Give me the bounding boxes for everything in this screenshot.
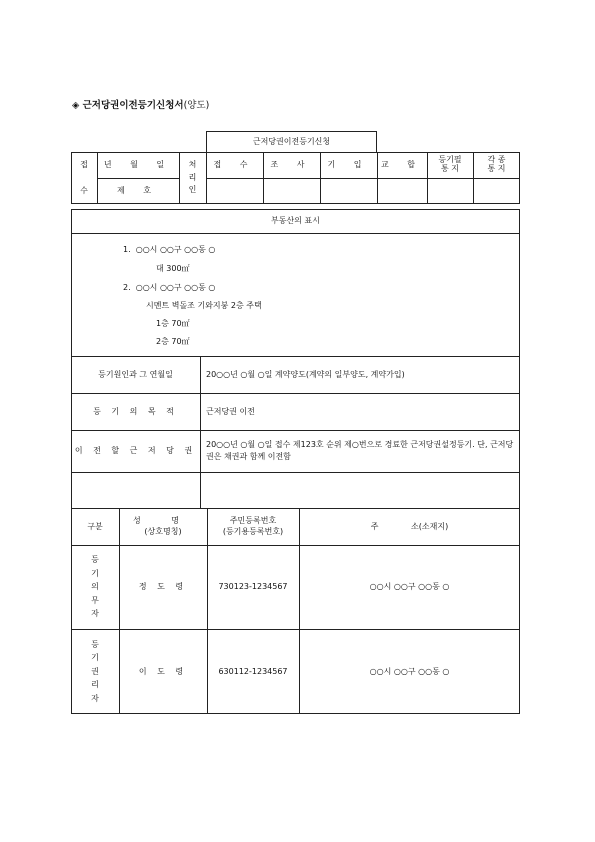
- diamond-marker-icon: ◈: [72, 100, 80, 111]
- col-entry: 기 입: [327, 160, 370, 169]
- receipt-number: 제 호: [117, 186, 159, 195]
- cause-value: 20○○년 ○월 ○일 계약양도(계약의 일부양도, 계약가입): [206, 369, 405, 379]
- obligee-label: 등 기 권 리 자: [91, 639, 99, 703]
- property-line-3: 2. ○○시 ○○구 ○○동 ○: [123, 283, 216, 292]
- transfer-label: 이 전 할 근 저 당 권: [74, 446, 197, 455]
- col-category: 구분: [87, 521, 103, 531]
- col-address: 주 소(소재지): [370, 521, 449, 531]
- col-name: 성 명 (상호명칭): [133, 516, 193, 536]
- property-line-1: 1. ○○시 ○○구 ○○동 ○: [123, 245, 216, 254]
- col-verify: 교 합: [381, 160, 423, 169]
- obligor-address: ○○시 ○○구 ○○동 ○: [369, 582, 450, 591]
- col-investigate: 조 사: [270, 160, 313, 169]
- obligor-name: 정 도 령: [138, 582, 188, 591]
- receipt-date: 년 월 일: [103, 160, 173, 169]
- col-receipt: 접 수: [213, 160, 256, 169]
- purpose-label: 등 기 의 목 적: [93, 406, 178, 416]
- col-various: 각 종 통 지: [487, 155, 506, 173]
- title-main: 근저당권이전등기신청서: [82, 100, 184, 111]
- purpose-value: 근저당권 이전: [206, 406, 255, 416]
- property-line-5: 1층 70㎡: [156, 319, 190, 328]
- obligor-label: 등 기 의 무 자: [91, 555, 99, 619]
- page-title: [72, 97, 209, 111]
- property-line-6: 2층 70㎡: [156, 337, 190, 346]
- title-sub: (양도): [183, 100, 210, 111]
- property-line-4: 시멘트 벽돌조 기와지붕 2층 주택: [146, 301, 262, 310]
- obligor-id: 730123-1234567: [218, 582, 288, 591]
- col-notify: 등기필 통 지: [438, 155, 462, 173]
- transfer-value: 20○○년 ○월 ○일 접수 제123호 순위 제○번으로 경료한 근저당권설정등기. 단, 근저당권은 채권과 함께 이전함: [206, 440, 514, 461]
- obligee-name: 이 도 령: [138, 666, 188, 676]
- obligee-id: 630112-1234567: [218, 666, 288, 676]
- property-line-2: 대 300㎡: [156, 264, 190, 273]
- property-header: 부동산의 표시: [271, 216, 320, 225]
- receipt-header: 근저당권이전등기신청: [252, 137, 331, 146]
- processor-label: 처 리 인: [188, 160, 197, 195]
- cause-label: 등기원인과 그 연월일: [98, 369, 173, 379]
- receipt-label-1: 접: [80, 160, 88, 169]
- obligee-address: ○○시 ○○구 ○○동 ○: [369, 666, 450, 676]
- col-id: 주민등록번호 (등기용등록번호): [222, 516, 284, 536]
- receipt-label-2: 수: [80, 186, 88, 195]
